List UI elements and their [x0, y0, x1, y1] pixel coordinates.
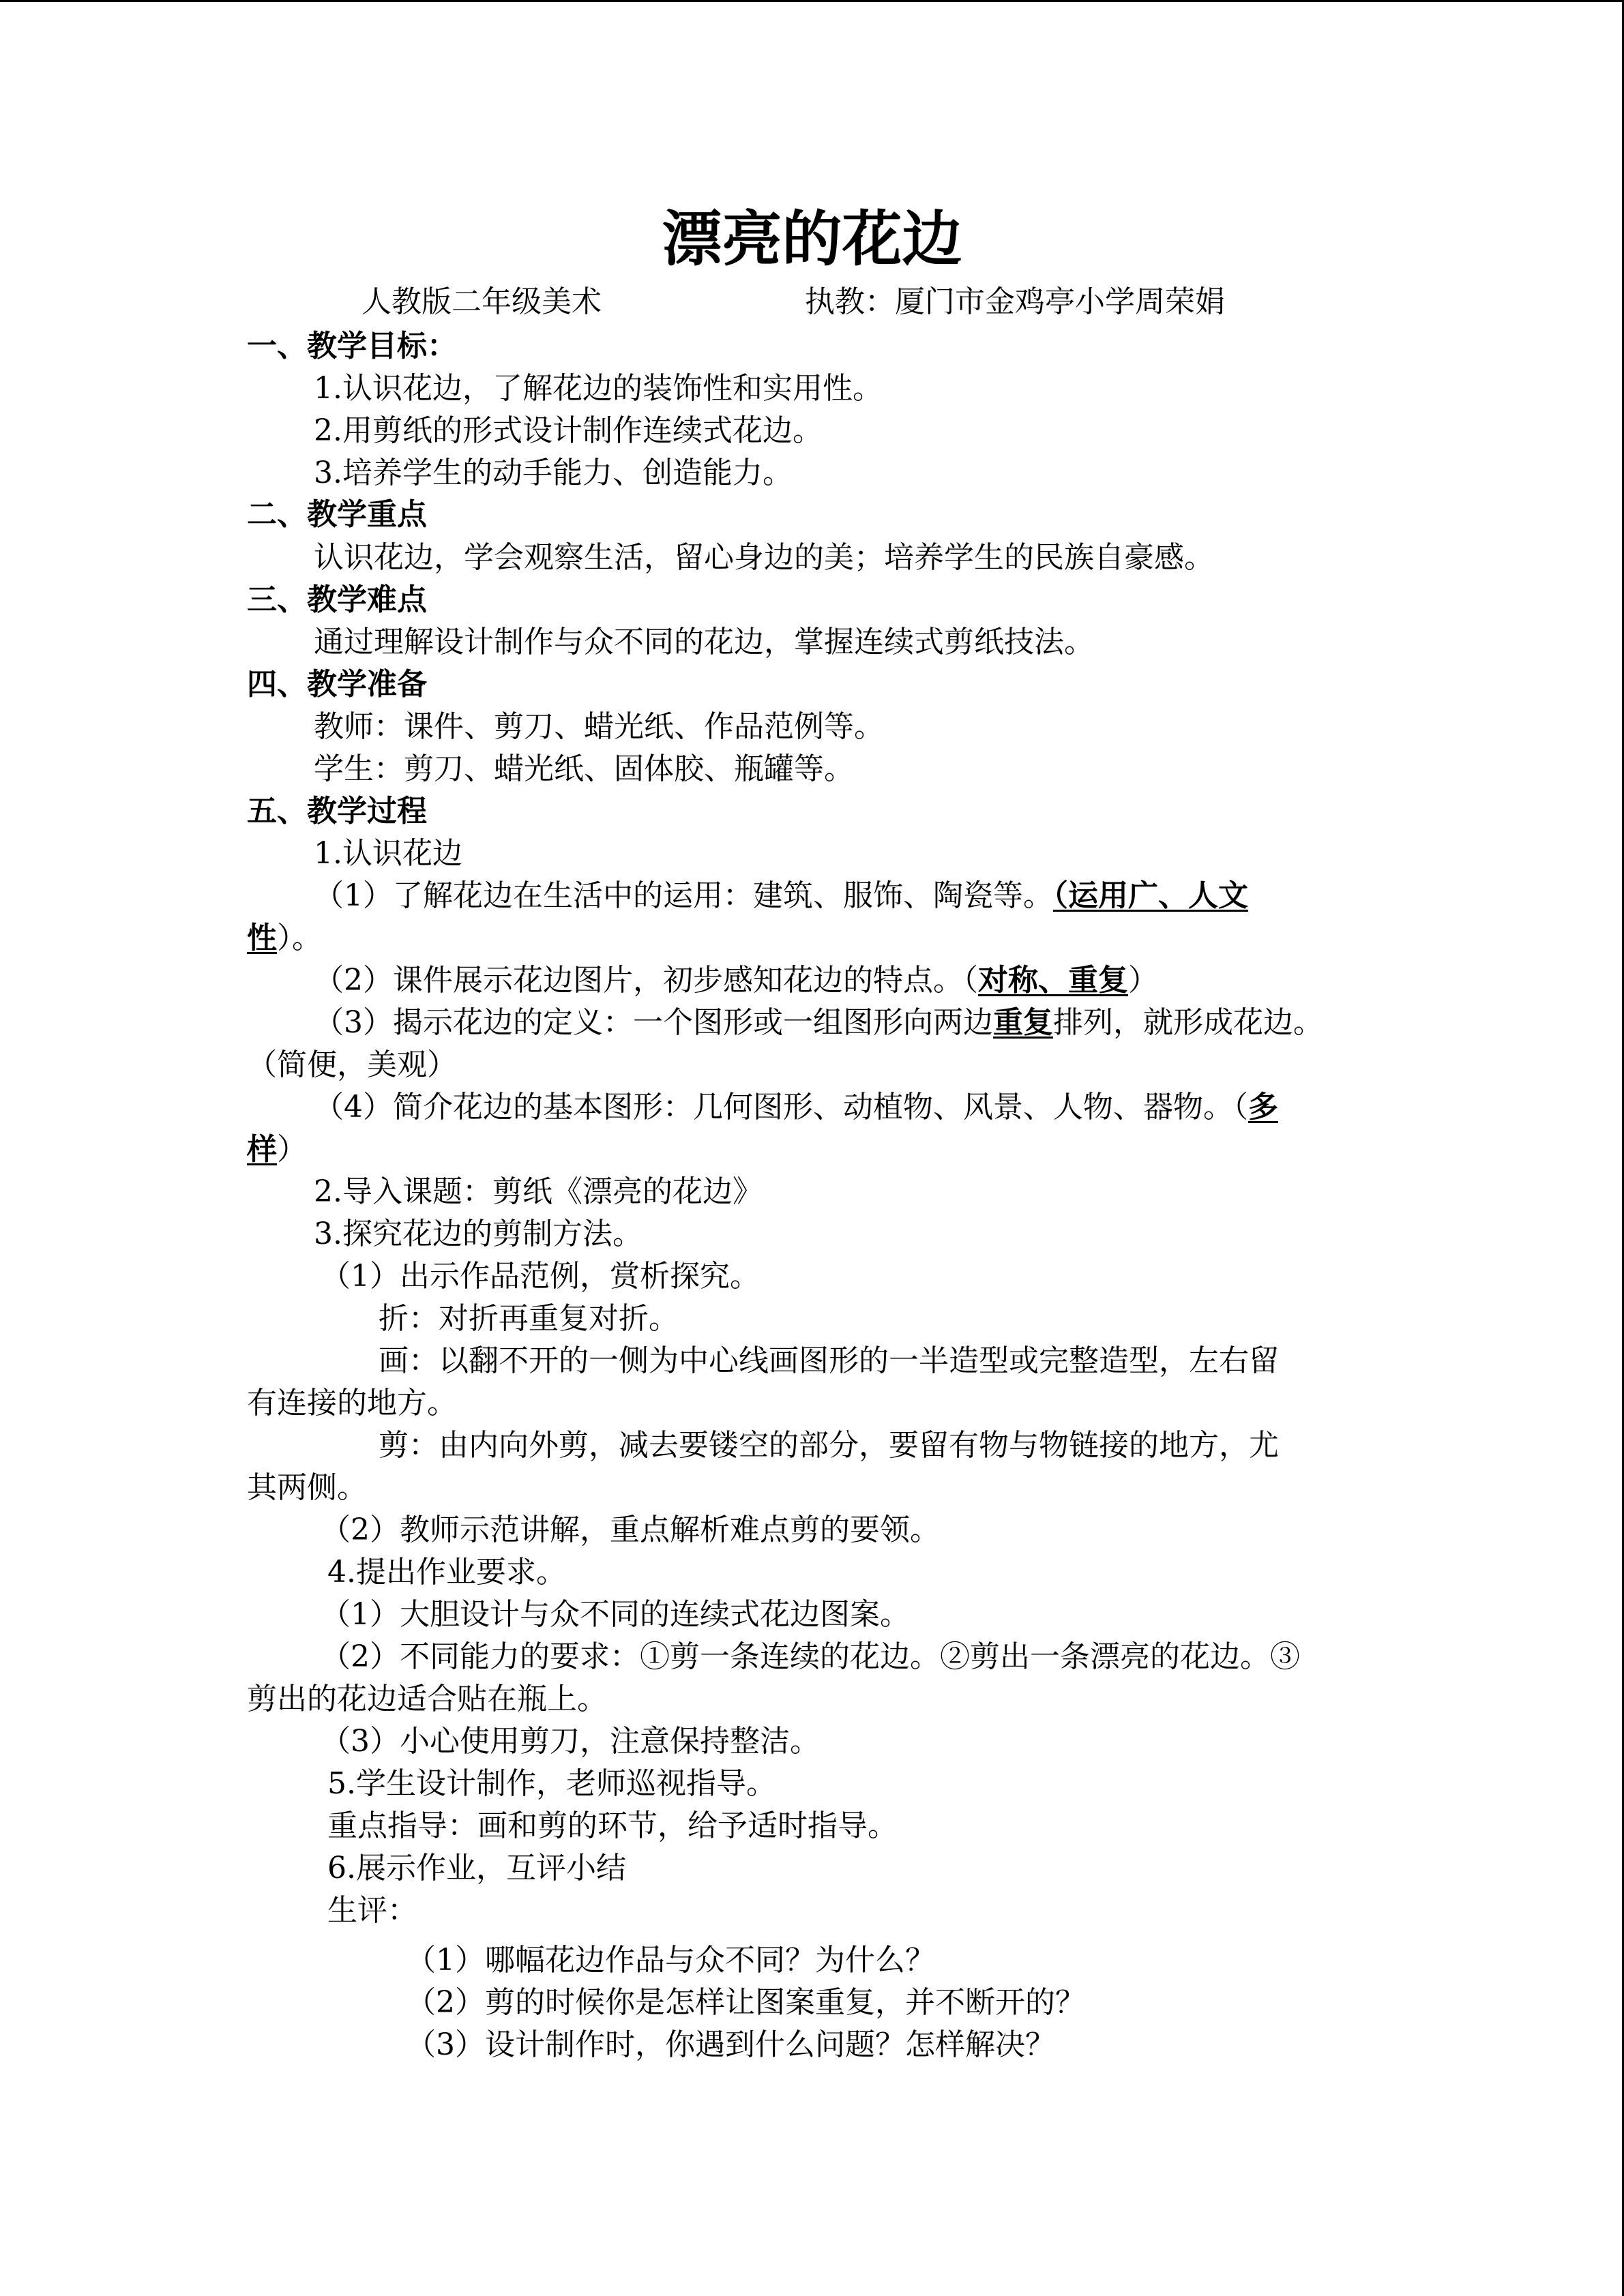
step-5: 5.学生设计制作，老师巡视指导。: [327, 1766, 776, 1801]
objective-item: 2.用剪纸的形式设计制作连续式花边。: [314, 413, 823, 448]
peer-question: （1）哪幅花边作品与众不同？为什么？: [406, 1943, 935, 1978]
section-heading-key-points: 二、教学重点: [247, 497, 427, 532]
fold-instruction: 折：对折再重复对折。: [379, 1301, 679, 1336]
step-1-item-1: （1）了解花边在生活中的运用：建筑、服饰、陶瓷等。（运用广、人文: [314, 878, 1248, 913]
peer-review-label: 生评：: [327, 1893, 417, 1928]
teacher-materials: 教师：课件、剪刀、蜡光纸、作品范例等。: [314, 709, 884, 744]
student-materials: 学生：剪刀、蜡光纸、固体胶、瓶罐等。: [314, 751, 854, 786]
step-1-item-4: （4）简介花边的基本图形：几何图形、动植物、风景、人物、器物。（多: [314, 1090, 1278, 1124]
teacher-label: 执教：厦门市金鸡亭小学周荣娟: [805, 284, 1225, 319]
step-4-item-1: （1）大胆设计与众不同的连续式花边图案。: [321, 1597, 910, 1632]
peer-question: （3）设计制作时，你遇到什么问题？怎样解决？: [406, 2027, 1055, 2062]
section-heading-preparation: 四、教学准备: [247, 667, 427, 702]
step-1-item-3-cont: （简便，美观）: [247, 1047, 457, 1082]
peer-question: （2）剪的时候你是怎样让图案重复，并不断开的？: [406, 1985, 1085, 2020]
step-3-item-2: （2）教师示范讲解，重点解析难点剪的要领。: [321, 1512, 940, 1547]
cut-instruction: 剪：由内向外剪，减去要镂空的部分，要留有物与物链接的地方，尤: [379, 1428, 1279, 1463]
step-4-item-2: （2）不同能力的要求：①剪一条连续的花边。②剪出一条漂亮的花边。③: [321, 1639, 1300, 1674]
step-4-item-2-cont: 剪出的花边适合贴在瓶上。: [247, 1682, 607, 1716]
step-5-note: 重点指导：画和剪的环节，给予适时指导。: [327, 1808, 898, 1843]
step-1-heading: 1.认识花边: [314, 836, 462, 871]
section-heading-difficulties: 三、教学难点: [247, 582, 427, 617]
objective-item: 3.培养学生的动手能力、创造能力。: [314, 456, 793, 490]
section-heading-objectives: 一、教学目标：: [247, 329, 457, 363]
objective-item: 1.认识花边，了解花边的装饰性和实用性。: [314, 371, 883, 406]
step-1-item-1-cont: 性）。: [247, 921, 322, 955]
step-4: 4.提出作业要求。: [327, 1555, 566, 1590]
step-1-item-4-cont: 样）: [247, 1132, 307, 1167]
difficulties-text: 通过理解设计制作与众不同的花边，掌握连续式剪纸技法。: [314, 625, 1094, 659]
edition-label: 人教版二年级美术: [361, 284, 602, 319]
step-2: 2.导入课题：剪纸《漂亮的花边》: [314, 1174, 763, 1209]
section-heading-process: 五、教学过程: [247, 794, 427, 829]
step-3-item-1: （1）出示作品范例，赏析探究。: [321, 1259, 760, 1294]
step-1-item-3: （3）揭示花边的定义：一个图形或一组图形向两边重复排列，就形成花边。: [314, 1005, 1323, 1040]
page-title: 漂亮的花边: [662, 203, 962, 274]
key-points-text: 认识花边，学会观察生活，留心身边的美；培养学生的民族自豪感。: [314, 540, 1214, 575]
draw-instruction-cont: 有连接的地方。: [247, 1386, 457, 1420]
cut-instruction-cont: 其两侧。: [247, 1470, 367, 1505]
step-1-item-2: （2）课件展示花边图片，初步感知花边的特点。（对称、重复）: [314, 963, 1158, 998]
step-3: 3.探究花边的剪制方法。: [314, 1217, 643, 1251]
step-4-item-3: （3）小心使用剪刀，注意保持整洁。: [321, 1724, 820, 1759]
page-border-top: [0, 0, 1624, 2]
draw-instruction: 画：以翻不开的一侧为中心线画图形的一半造型或完整造型，左右留: [379, 1343, 1279, 1378]
step-6: 6.展示作业，互评小结: [327, 1851, 626, 1885]
